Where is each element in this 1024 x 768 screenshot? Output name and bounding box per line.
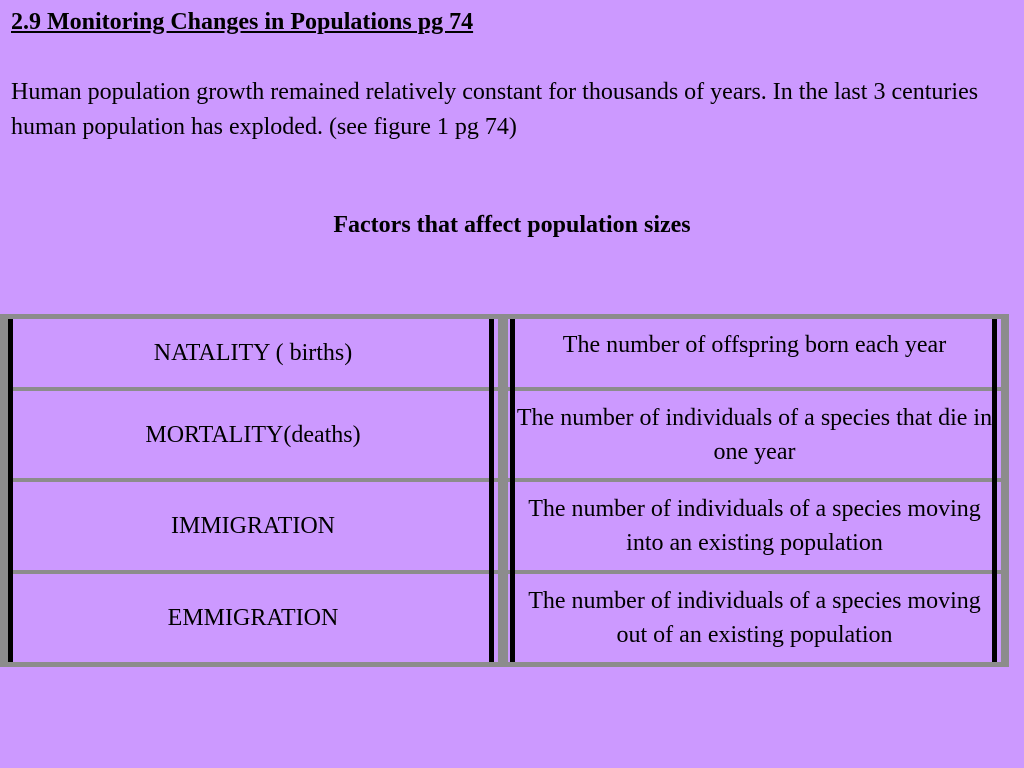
table-cell-term: MORTALITY(deaths) bbox=[8, 391, 498, 478]
section-heading: Factors that affect population sizes bbox=[333, 212, 691, 238]
table-border-right bbox=[992, 319, 997, 662]
table-border-left bbox=[8, 319, 13, 662]
intro-paragraph: Human population growth remained relatively constant for thousands of years. In the last 3 centuries human population has exploded. (see figure 1 pg 74) bbox=[11, 79, 979, 140]
table-cell-definition: The number of offspring born each year bbox=[508, 319, 1001, 387]
table-border-middle-left bbox=[489, 319, 494, 662]
table-cell-term: NATALITY ( births) bbox=[8, 319, 498, 387]
table-cell-term: EMMIGRATION bbox=[8, 574, 498, 662]
factors-table bbox=[0, 314, 1009, 667]
table-border-middle-right bbox=[510, 319, 515, 662]
slide-title: 2.9 Monitoring Changes in Populations pg 74 bbox=[11, 9, 474, 35]
table-cell-definition: The number of individuals of a species that die in one year bbox=[508, 391, 1001, 478]
table-cell-term: IMMIGRATION bbox=[8, 482, 498, 570]
table-cell-definition: The number of individuals of a species moving out of an existing population bbox=[508, 574, 1001, 662]
table-cell-definition: The number of individuals of a species moving into an existing population bbox=[508, 482, 1001, 570]
